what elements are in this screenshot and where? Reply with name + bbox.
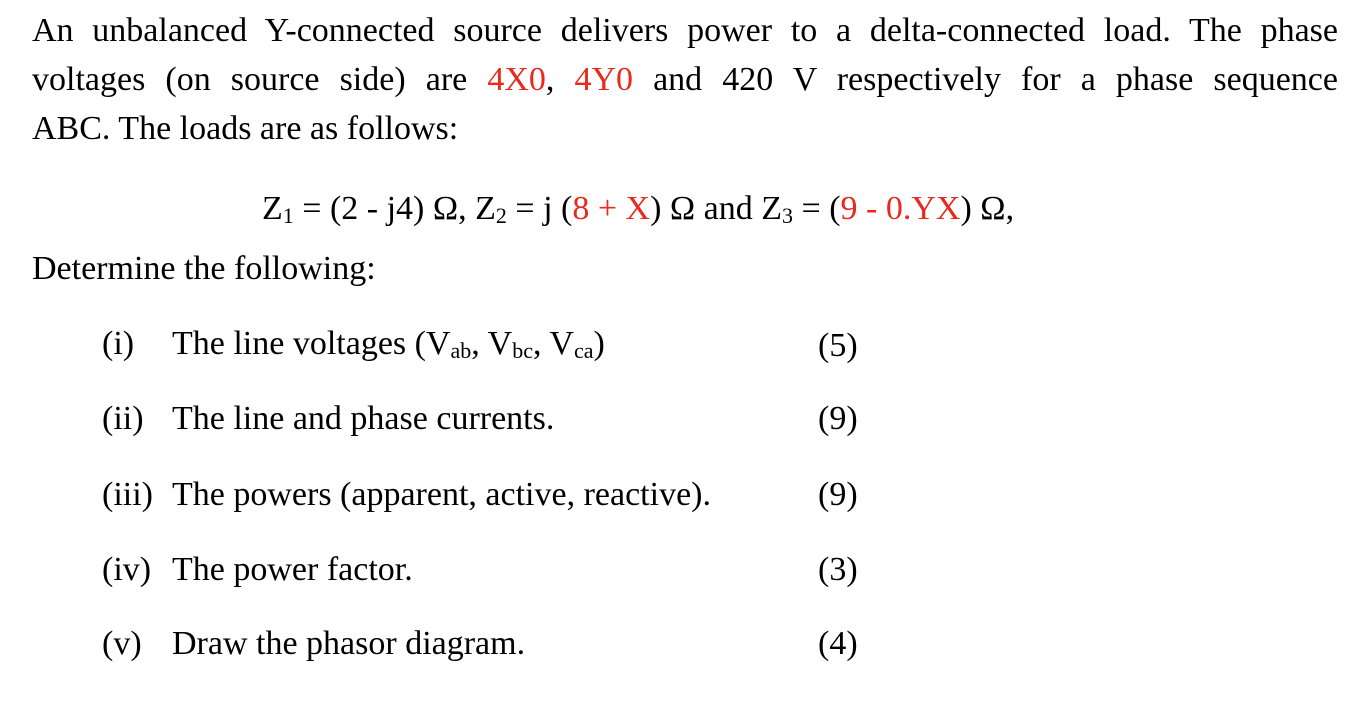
statement-text: and 420 V respectively for a phase sequence <box>633 61 1338 98</box>
z3-prefix: = ( <box>793 190 841 227</box>
statement-line-3: ABC. The loads are as follows: <box>32 110 459 147</box>
question-marks: (4) <box>818 625 858 662</box>
z3-suffix: ) Ω, <box>960 190 1015 227</box>
question-text: The line and phase currents. <box>172 400 555 437</box>
z2-suffix: ) Ω and Z <box>650 190 783 227</box>
z1-value: = (2 - j4) Ω, Z <box>293 190 496 227</box>
subscript-ca: ca <box>573 338 594 363</box>
statement-line-1: An unbalanced Y-connected source delivers power to a delta-connected load. The phase <box>32 12 1338 49</box>
subscript-bc: bc <box>512 338 534 363</box>
z2-subscript: 2 <box>495 203 507 228</box>
question-text: ) <box>593 325 605 362</box>
question-text: The powers (apparent, active, reactive). <box>172 476 711 513</box>
load-impedance-equation <box>262 184 1014 233</box>
statement-line-2 <box>32 55 1338 104</box>
voltage-b-value: 4Y0 <box>574 61 634 98</box>
question-text: , V <box>471 325 513 362</box>
problem-statement <box>32 6 1338 153</box>
question-number: (iv) <box>102 551 152 588</box>
question-number: (i) <box>102 325 135 362</box>
question-item <box>102 545 413 594</box>
z3-variable-value: 9 - 0.YX <box>840 190 961 227</box>
question-number: (iii) <box>102 476 153 513</box>
question-text: Draw the phasor diagram. <box>172 625 526 662</box>
question-number: (ii) <box>102 400 144 437</box>
question-item <box>102 470 711 519</box>
question-marks: (3) <box>818 551 858 588</box>
question-marks: (5) <box>818 327 858 364</box>
question-number: (v) <box>102 625 142 662</box>
question-item <box>102 319 605 368</box>
question-item <box>102 619 525 668</box>
z2-variable-value: 8 + X <box>572 190 651 227</box>
statement-text: voltages (on source side) are <box>32 61 488 98</box>
subscript-ab: ab <box>450 338 472 363</box>
question-item <box>102 394 554 443</box>
statement-separator: , <box>545 61 575 98</box>
voltage-a-value: 4X0 <box>487 61 546 98</box>
instruction-heading: Determine the following: <box>32 250 376 287</box>
question-text: The power factor. <box>172 551 413 588</box>
question-text: The line voltages (V <box>172 325 451 362</box>
question-marks: (9) <box>818 400 858 437</box>
z3-subscript: 3 <box>782 203 794 228</box>
z1-symbol: Z <box>262 190 283 227</box>
z1-subscript: 1 <box>282 203 294 228</box>
z2-prefix: = j ( <box>506 190 573 227</box>
question-marks: (9) <box>818 476 858 513</box>
question-text: , V <box>533 325 574 362</box>
